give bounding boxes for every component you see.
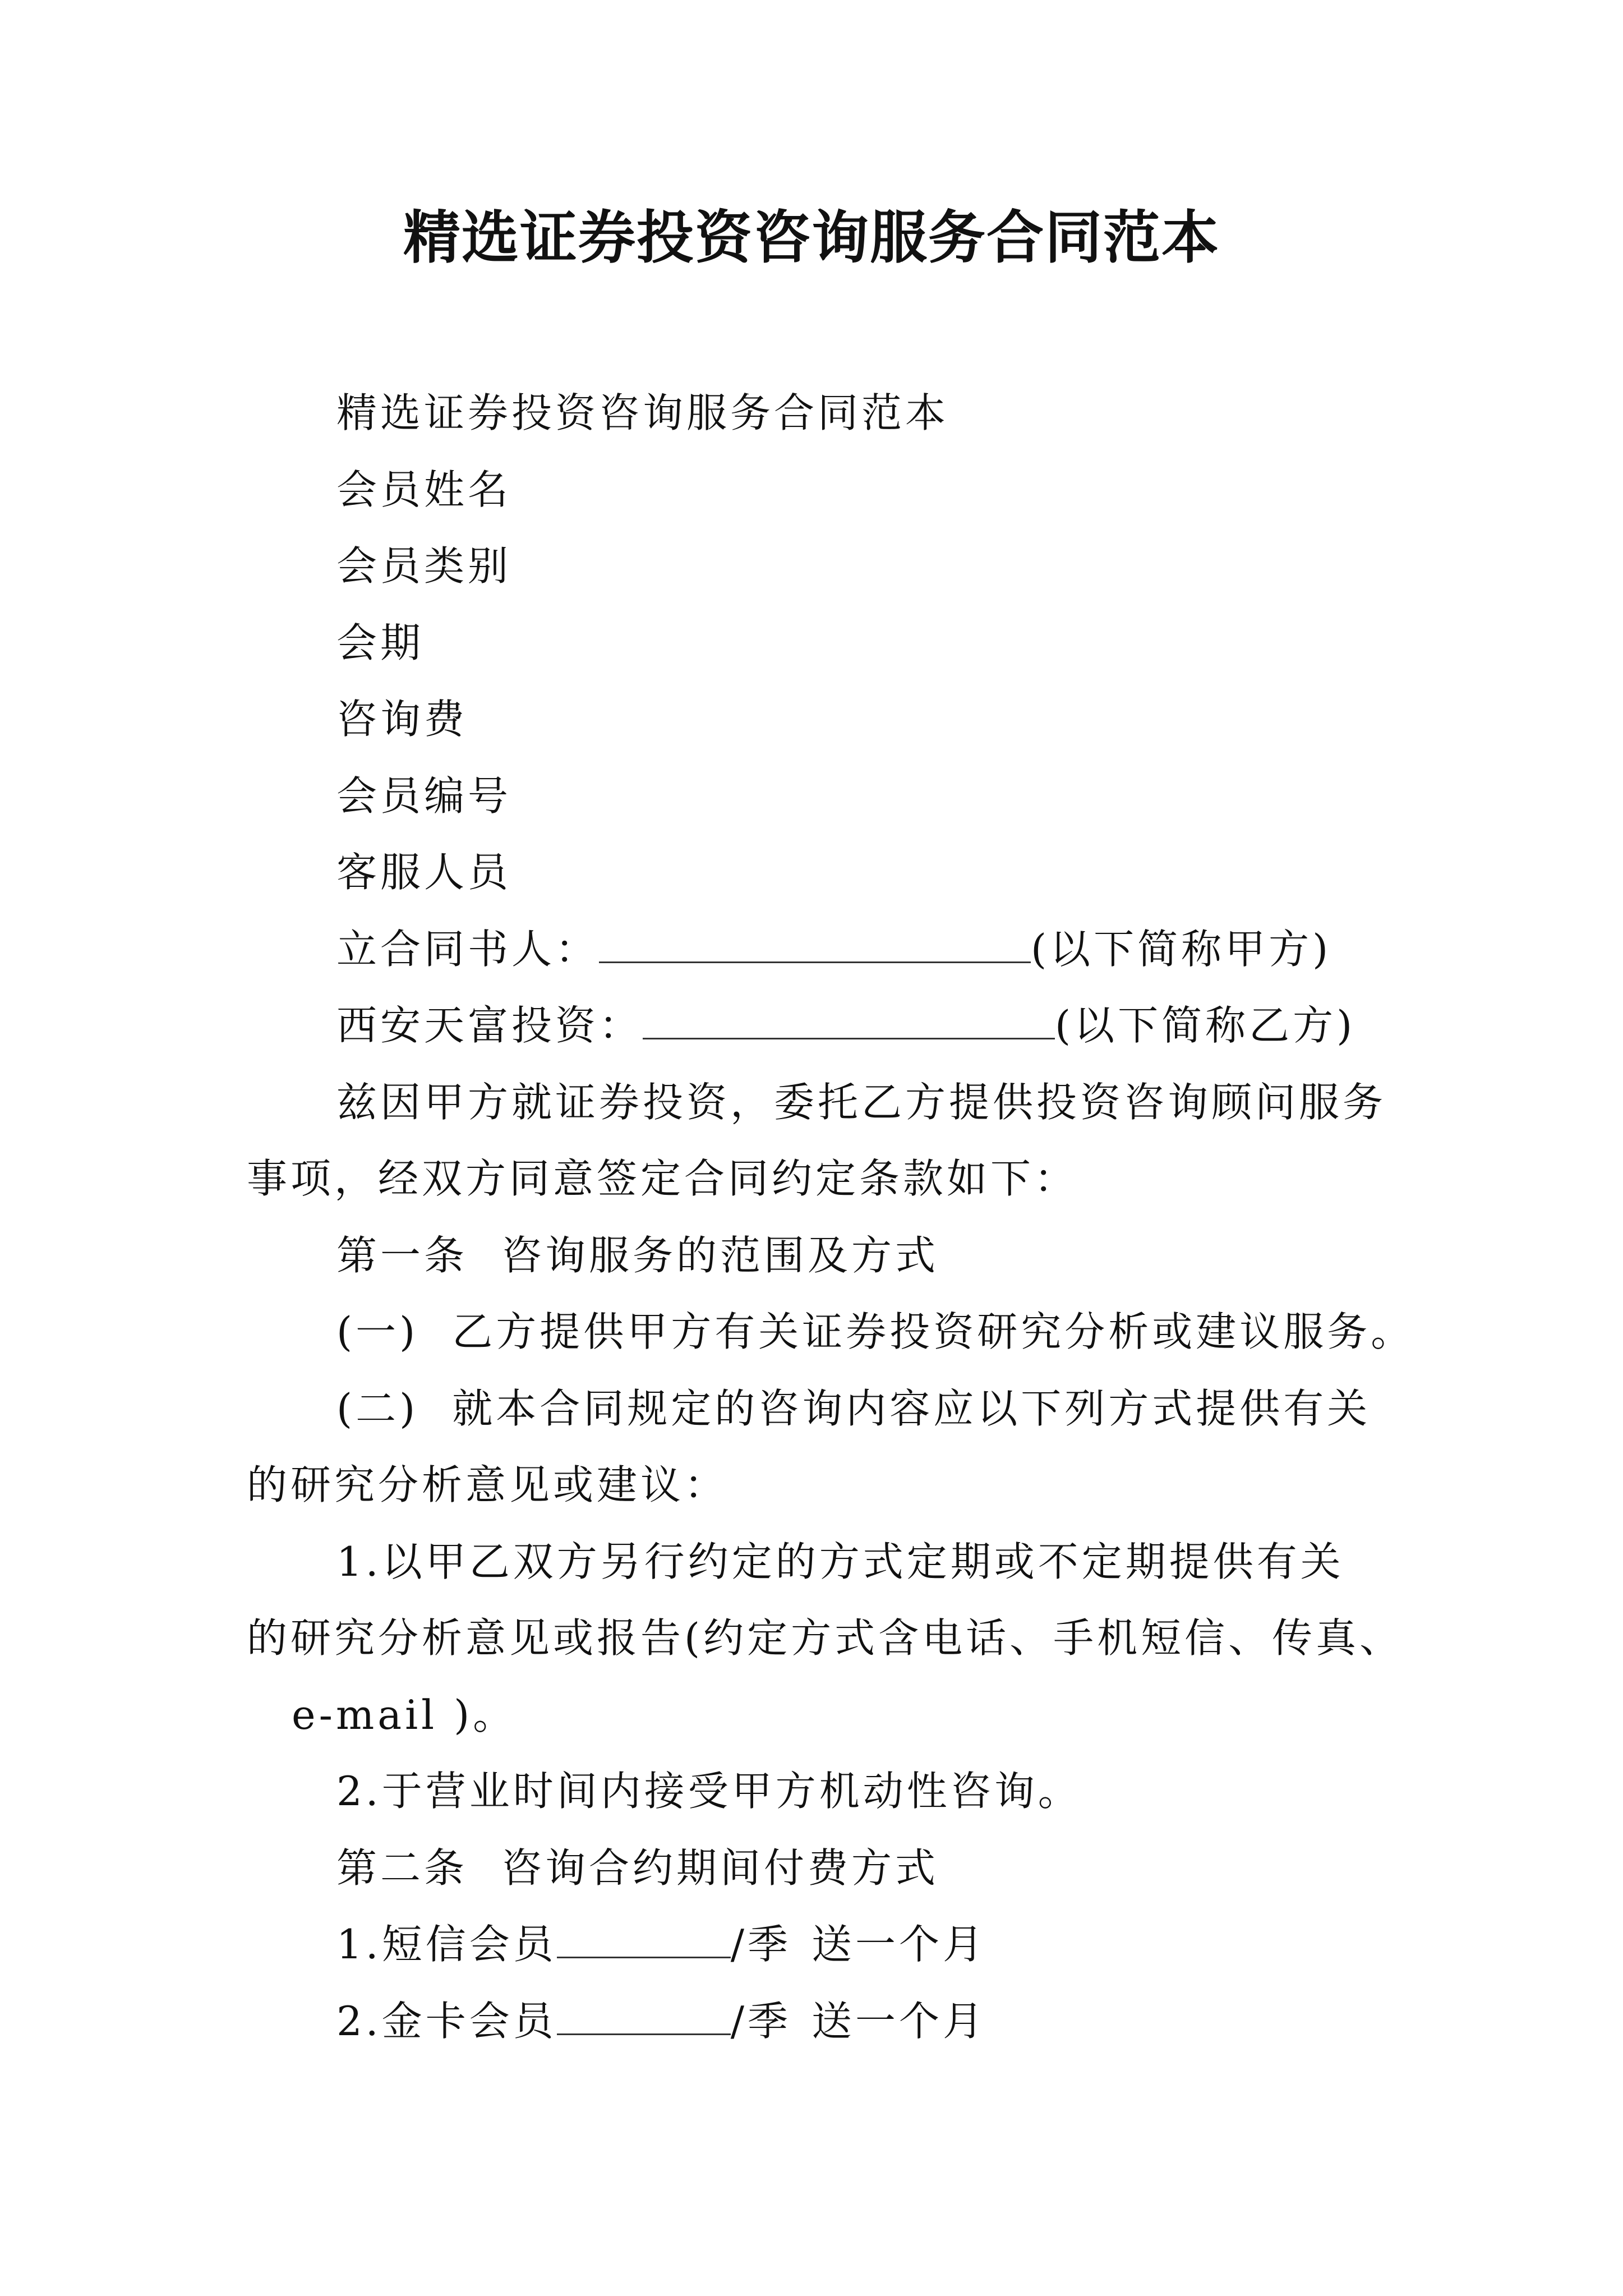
fee1-bonus: 送一个月 <box>811 1921 986 1968</box>
member-name-label: 会员姓名 <box>336 466 512 513</box>
intro-text-1: 兹因甲方就证券投资，委托乙方提供投资咨询顾问服务 <box>336 1078 1387 1126</box>
intro-line-2 <box>247 1140 1402 1217</box>
consult-fee-line <box>247 681 1402 758</box>
intro-line-1 <box>247 1064 1402 1141</box>
party-a-suffix: (以下简称甲方) <box>1031 925 1332 973</box>
article1-item2-text: 就本合同规定的咨询内容应以下列方式提供有关 <box>452 1384 1371 1432</box>
intro-text-2: 事项，经双方同意签定合同约定条款如下： <box>247 1155 1078 1202</box>
party-b-suffix: (以下简称乙方) <box>1055 1002 1356 1049</box>
article1-item1 <box>247 1294 1415 1370</box>
article2-number: 第二条 <box>336 1844 468 1892</box>
article1-item1-number: (一) <box>336 1308 419 1355</box>
member-type-line <box>247 528 1402 605</box>
article1-heading <box>247 1217 1402 1294</box>
fee1-label: 1.短信会员 <box>336 1921 557 1968</box>
article2-title: 咨询合约期间付费方式 <box>501 1844 939 1892</box>
party-a-label: 立合同书人： <box>336 925 600 973</box>
member-no-label: 会员编号 <box>336 772 512 820</box>
member-type-label: 会员类别 <box>336 542 512 590</box>
page-title: 精选证券投资咨询服务合同范本 <box>403 205 1220 272</box>
fee2-blank <box>557 1999 731 2035</box>
fee2-bonus: 送一个月 <box>811 1997 986 2045</box>
party-b-blank <box>643 1003 1055 1039</box>
term-line <box>247 605 1402 682</box>
fee2-unit: /季 <box>730 1997 791 2045</box>
article1-item2 <box>247 1370 1402 1447</box>
subtitle-text: 精选证券投资咨询服务合同范本 <box>336 389 949 436</box>
service-staff-label: 客服人员 <box>336 849 512 896</box>
article1-sub1-cont2 <box>247 1677 1402 1754</box>
fee1-unit: /季 <box>730 1921 791 1968</box>
article1-sub2-text: 2.于营业时间内接受甲方机动性咨询。 <box>336 1768 1082 1815</box>
article1-sub1 <box>247 1524 1402 1600</box>
article1-sub1-text: 1.以甲乙双方另行约定的方式定期或不定期提供有关 <box>336 1538 1344 1585</box>
member-no-line <box>247 758 1402 835</box>
article1-item2-cont <box>247 1447 1402 1524</box>
document-body <box>247 375 1415 2059</box>
party-a-line <box>247 911 1402 988</box>
party-b-label: 西安天富投资： <box>336 1002 643 1049</box>
fee1-blank <box>557 1922 731 1958</box>
subtitle-line <box>247 375 1402 452</box>
consult-fee-label: 咨询费 <box>336 696 468 743</box>
term-label: 会期 <box>336 619 425 666</box>
article1-item2-number: (二) <box>336 1384 419 1432</box>
article1-item2-text-cont: 的研究分析意见或建议： <box>247 1461 728 1508</box>
article1-sub1-text-cont2: e-mail )。 <box>292 1691 517 1738</box>
party-b-line <box>247 987 1402 1064</box>
fee2-label: 2.金卡会员 <box>336 1997 557 2045</box>
article2-heading <box>247 1830 1402 1907</box>
member-name-line <box>247 452 1402 528</box>
article1-item1-text: 乙方提供甲方有关证券投资研究分析或建议服务。 <box>452 1308 1415 1355</box>
article1-sub2 <box>247 1753 1402 1830</box>
fee-line-1 <box>247 1906 1402 1983</box>
article1-title: 咨询服务的范围及方式 <box>501 1231 939 1279</box>
article1-sub1-text-cont: 的研究分析意见或报告(约定方式含电话、手机短信、传真、 <box>247 1614 1404 1662</box>
service-staff-line <box>247 834 1402 911</box>
party-a-blank <box>599 927 1031 963</box>
article1-number: 第一条 <box>336 1231 468 1279</box>
fee-line-2 <box>247 1983 1402 2060</box>
article1-sub1-cont <box>247 1600 1402 1677</box>
